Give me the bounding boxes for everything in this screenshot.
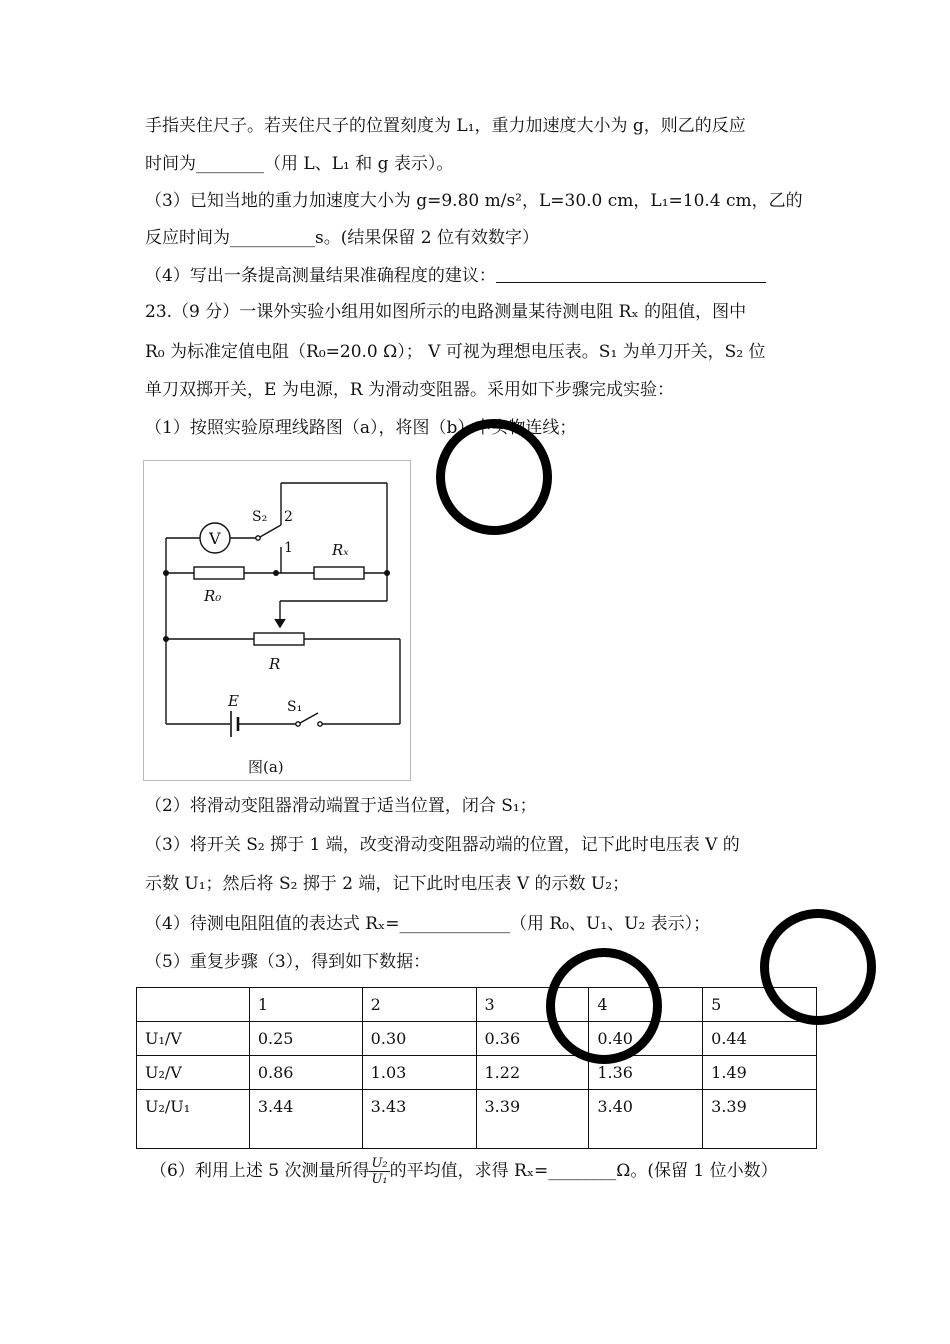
- ratio-fraction: [369, 1156, 389, 1187]
- switch2-label: S₂: [252, 509, 268, 525]
- text-line-7: R₀ 为标准定值电阻（R₀=20.0 Ω）； V 可视为理想电压表。S₁ 为单刀开关，S₂ 位: [145, 342, 766, 362]
- pos2-label: 2: [284, 509, 293, 525]
- text-line-13: （4）待测电阻阻值的表达式 Rₓ=_____________（用 R₀、U₁、U₂ 表示）；: [145, 914, 711, 934]
- circuit-diagram: [144, 461, 412, 782]
- switch1-label: S₁: [287, 699, 303, 715]
- text-line-9: （1）按照实验原理线路图（a），将图（b）中实物连线；: [145, 418, 577, 438]
- rheostat: [254, 633, 304, 645]
- table-cell: 0.36: [476, 1022, 589, 1056]
- text-line-2: 时间为________（用 L、L₁ 和 g 表示）。: [145, 154, 454, 174]
- table-cell: 1.22: [476, 1056, 589, 1090]
- table-cell: 0.25: [249, 1022, 362, 1056]
- table-row: [137, 1090, 817, 1149]
- text-line-14: （5）重复步骤（3），得到如下数据：: [145, 952, 431, 972]
- table-cell: 0.44: [703, 1022, 817, 1056]
- rx-label: Rₓ: [332, 541, 349, 559]
- r0-resistor: [194, 567, 244, 579]
- fraction-denominator: U₁: [371, 1172, 388, 1187]
- suggestion-prompt: （4）写出一条提高测量结果准确程度的建议：: [145, 266, 496, 286]
- table-header-row: [137, 988, 817, 1022]
- table-cell: 3.43: [362, 1090, 476, 1149]
- answer-blank[interactable]: [496, 264, 766, 283]
- table-header-cell: 3: [476, 988, 589, 1022]
- overlay-circle-marker: [546, 948, 662, 1064]
- text-line-8: 单刀双掷开关，E 为电源，R 为滑动变阻器。采用如下步骤完成实验：: [145, 380, 675, 400]
- text-line-6: 23.（9 分）一课外实验小组用如图所示的电路测量某待测电阻 Rₓ 的阻值，图中: [145, 302, 747, 322]
- text-line-5: [145, 264, 766, 288]
- row-label: U₂/U₁: [137, 1090, 250, 1149]
- q6-suffix: 的平均值，求得 Rₓ=________Ω。(保留 1 位小数）: [389, 1161, 778, 1181]
- switch2-blade: [260, 525, 281, 537]
- table-cell: 0.30: [362, 1022, 476, 1056]
- row-label: U₁/V: [137, 1022, 250, 1056]
- table-header-cell: 1: [249, 988, 362, 1022]
- table-header-cell: 5: [703, 988, 817, 1022]
- switch1-blade: [300, 713, 318, 723]
- text-line-12: 示数 U₁；然后将 S₂ 掷于 2 端，记下此时电压表 V 的示数 U₂；: [145, 874, 630, 894]
- text-line-4: 反应时间为__________s。(结果保留 2 位有效数字）: [145, 228, 539, 248]
- fraction-numerator: U₂: [371, 1156, 388, 1171]
- pos1-label: 1: [284, 540, 293, 556]
- overlay-circle-marker: [436, 419, 552, 535]
- text-line-3: （3）已知当地的重力加速度大小为 g=9.80 m/s²，L=30.0 cm，L₁=10.4 cm，乙的: [145, 191, 803, 211]
- figure-caption: 图(a): [248, 758, 284, 776]
- table-cell: 0.40: [589, 1022, 703, 1056]
- table-cell: 3.40: [589, 1090, 703, 1149]
- circuit-figure: [143, 460, 411, 781]
- text-line-10: （2）将滑动变阻器滑动端置于适当位置，闭合 S₁；: [145, 796, 537, 816]
- table-cell: 0.86: [249, 1056, 362, 1090]
- rx-resistor: [314, 567, 364, 579]
- table-header-cell: 4: [589, 988, 703, 1022]
- table-cell: 3.39: [703, 1090, 817, 1149]
- table-header-cell: 2: [362, 988, 476, 1022]
- table-cell: 3.39: [476, 1090, 589, 1149]
- table-cell: 1.03: [362, 1056, 476, 1090]
- text-line-q6: [150, 1156, 778, 1187]
- rheostat-label: R: [269, 655, 281, 673]
- overlay-circle-marker: [760, 909, 876, 1025]
- data-table: [136, 987, 817, 1149]
- r0-label: R₀: [204, 587, 222, 605]
- table-cell: 3.44: [249, 1090, 362, 1149]
- text-line-11: （3）将开关 S₂ 掷于 1 端，改变滑动变阻器动端的位置，记下此时电压表 V 的: [145, 835, 740, 855]
- table-cell: 1.36: [589, 1056, 703, 1090]
- text-line-1: 手指夹住尺子。若夹住尺子的位置刻度为 L₁，重力加速度大小为 g，则乙的反应: [145, 116, 746, 136]
- table-row: [137, 1022, 817, 1056]
- row-label: U₂/V: [137, 1056, 250, 1090]
- table-header-cell: [137, 988, 250, 1022]
- q6-prefix: （6）利用上述 5 次测量所得: [150, 1161, 370, 1181]
- voltmeter-label: V: [209, 529, 221, 548]
- table-cell: 1.49: [703, 1056, 817, 1090]
- source-label: E: [228, 692, 239, 710]
- table-row: [137, 1056, 817, 1090]
